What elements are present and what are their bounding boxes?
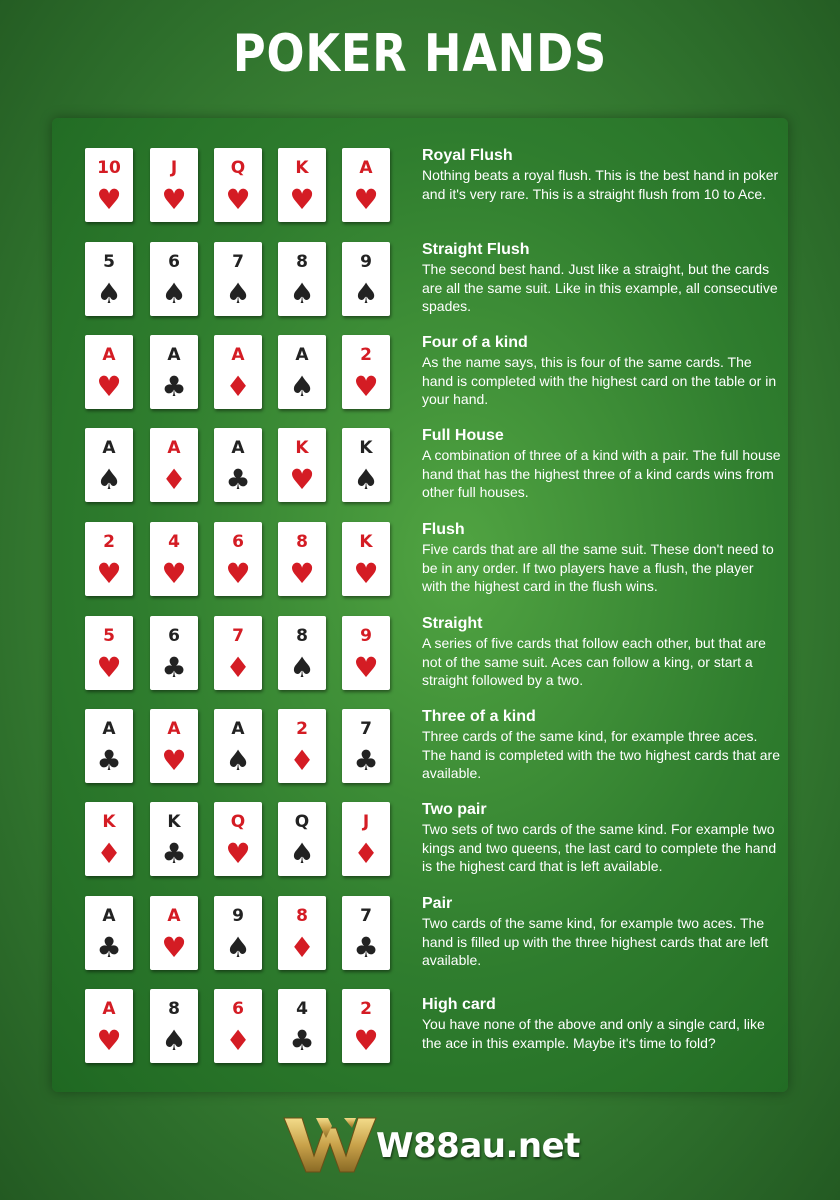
heart-icon: ♥: [353, 1024, 379, 1057]
card-rank: K: [359, 438, 373, 458]
hand-info: [422, 146, 782, 203]
club-icon: ♣: [96, 931, 122, 964]
spade-icon: ♠: [225, 931, 251, 964]
card-rank: 5: [103, 252, 115, 272]
hand-row: [52, 212, 788, 314]
card-rank: 4: [168, 532, 180, 552]
brand-logo[interactable]: [282, 1112, 592, 1178]
card-rank: J: [362, 812, 370, 832]
card-rank: A: [102, 999, 116, 1019]
playing-card: [214, 802, 262, 876]
club-icon: ♣: [161, 837, 187, 870]
hand-description: Nothing beats a royal flush. This is the best hand in poker and it's very rare. This is a straight flush from 10 to Ace.: [422, 167, 779, 202]
card-rank: A: [102, 906, 116, 926]
heart-icon: ♥: [353, 651, 379, 684]
card-rank: 2: [296, 719, 308, 739]
heart-icon: ♥: [353, 557, 379, 590]
hand-row: [52, 492, 788, 594]
playing-card: [150, 802, 198, 876]
heart-icon: ♥: [289, 557, 315, 590]
playing-card: [85, 989, 133, 1063]
card-rank: 6: [232, 532, 244, 552]
club-icon: ♣: [161, 651, 187, 684]
playing-card: [214, 148, 262, 222]
card-rank: A: [167, 345, 181, 365]
playing-card: [85, 428, 133, 502]
card-rank: A: [295, 345, 309, 365]
playing-card: [342, 802, 390, 876]
hand-name: Four of a kind: [422, 334, 528, 351]
hand-info: [422, 520, 782, 596]
hand-description: You have none of the above and only a single card, like the ace in this example. Maybe it's time to fold?: [422, 1016, 765, 1051]
playing-card: [214, 522, 262, 596]
heart-icon: ♥: [225, 183, 251, 216]
hand-name: Flush: [422, 521, 465, 538]
hand-name: Three of a kind: [422, 708, 536, 725]
heart-icon: ♥: [289, 463, 315, 496]
card-rank: K: [295, 438, 309, 458]
hand-row: [52, 118, 788, 216]
spade-icon: ♠: [289, 370, 315, 403]
card-rank: 9: [360, 252, 372, 272]
card-rank: A: [359, 158, 373, 178]
hand-description: As the name says, this is four of the same cards. The hand is completed with the highest card on the table or in your hand.: [422, 354, 777, 407]
card-rank: Q: [294, 812, 310, 832]
hand-name: Straight: [422, 615, 483, 632]
hand-description: The second best hand. Just like a straight, but the cards are all the same suit. Like in this example, all consecutive spades.: [422, 261, 778, 314]
spade-icon: ♠: [289, 651, 315, 684]
card-rank: 8: [296, 252, 308, 272]
heart-icon: ♥: [225, 837, 251, 870]
playing-card: [85, 148, 133, 222]
card-rank: 8: [296, 626, 308, 646]
hand-row: [52, 398, 788, 500]
diamond-icon: ♦: [289, 931, 315, 964]
heart-icon: ♥: [289, 183, 315, 216]
heart-icon: ♥: [161, 931, 187, 964]
playing-card: [85, 802, 133, 876]
card-rank: A: [102, 719, 116, 739]
card-rank: Q: [230, 158, 246, 178]
heart-icon: ♥: [96, 557, 122, 590]
hand-row: [52, 772, 788, 874]
card-rank: A: [231, 438, 245, 458]
card-rank: 7: [360, 719, 372, 739]
hand-row: [52, 586, 788, 688]
club-icon: ♣: [96, 744, 122, 777]
spade-icon: ♠: [161, 1024, 187, 1057]
card-rank: A: [167, 438, 181, 458]
hand-name: Pair: [422, 895, 453, 912]
spade-icon: ♠: [161, 277, 187, 310]
playing-card: [85, 522, 133, 596]
card-rank: 2: [103, 532, 115, 552]
playing-card: [214, 428, 262, 502]
playing-card: [342, 989, 390, 1063]
card-rank: A: [102, 438, 116, 458]
card-rank: 8: [296, 532, 308, 552]
card-rank: A: [167, 719, 181, 739]
card-rank: A: [102, 345, 116, 365]
hand-name: Straight Flush: [422, 241, 530, 258]
spade-icon: ♠: [289, 277, 315, 310]
hand-info: [422, 426, 782, 502]
card-rank: 10: [97, 158, 121, 178]
hand-row: [52, 305, 788, 407]
heart-icon: ♥: [225, 557, 251, 590]
hand-name: Royal Flush: [422, 147, 513, 164]
playing-card: [278, 989, 326, 1063]
card-rank: 9: [360, 626, 372, 646]
playing-card: [342, 148, 390, 222]
playing-card: [150, 522, 198, 596]
spade-icon: ♠: [353, 463, 379, 496]
heart-icon: ♥: [96, 1024, 122, 1057]
card-rank: 5: [103, 626, 115, 646]
card-rank: A: [231, 719, 245, 739]
hand-description: Three cards of the same kind, for example three aces. The hand is completed with the two highest cards that are available.: [422, 728, 780, 781]
playing-card: [150, 148, 198, 222]
spade-icon: ♠: [225, 744, 251, 777]
logo-text: W88au.net: [376, 1126, 580, 1166]
diamond-icon: ♦: [289, 744, 315, 777]
playing-card: [342, 428, 390, 502]
playing-card: [278, 148, 326, 222]
hand-row: [52, 866, 788, 968]
playing-card: [150, 989, 198, 1063]
heart-icon: ♥: [96, 370, 122, 403]
spade-icon: ♠: [96, 277, 122, 310]
hand-description: A series of five cards that follow each other, but that are not of the same suit. Aces can follow a king, or start a straight followed by a two.: [422, 635, 766, 688]
hand-description: Two cards of the same kind, for example two aces. The hand is filled up with the three highest cards that are left available.: [422, 915, 769, 968]
diamond-icon: ♦: [225, 651, 251, 684]
heart-icon: ♥: [96, 651, 122, 684]
playing-card: [214, 989, 262, 1063]
playing-card: [342, 522, 390, 596]
w-logo-icon: [282, 1112, 386, 1178]
heart-icon: ♥: [161, 183, 187, 216]
card-rank: 9: [232, 906, 244, 926]
card-rank: 7: [360, 906, 372, 926]
diamond-icon: ♦: [161, 463, 187, 496]
hand-info: [422, 995, 782, 1052]
card-rank: K: [102, 812, 116, 832]
playing-card: [278, 522, 326, 596]
spade-icon: ♠: [353, 277, 379, 310]
hands-board: [52, 118, 788, 1092]
card-rank: A: [167, 906, 181, 926]
card-rank: A: [231, 345, 245, 365]
hand-name: Two pair: [422, 801, 487, 818]
diamond-icon: ♦: [353, 837, 379, 870]
card-rank: 6: [168, 252, 180, 272]
spade-icon: ♠: [96, 463, 122, 496]
card-rank: 8: [296, 906, 308, 926]
card-rank: 6: [232, 999, 244, 1019]
card-rank: 7: [232, 626, 244, 646]
card-rank: 4: [296, 999, 308, 1019]
hand-row: [52, 679, 788, 781]
hand-name: Full House: [422, 427, 504, 444]
diamond-icon: ♦: [225, 370, 251, 403]
hand-row: [52, 959, 788, 1057]
club-icon: ♣: [161, 370, 187, 403]
card-rank: Q: [230, 812, 246, 832]
playing-card: [278, 428, 326, 502]
hand-name: High card: [422, 996, 496, 1013]
hand-description: A combination of three of a kind with a pair. The full house hand that has the highest three of a kind cards wins from other full houses.: [422, 447, 781, 500]
spade-icon: ♠: [289, 837, 315, 870]
club-icon: ♣: [289, 1024, 315, 1057]
card-rank: K: [295, 158, 309, 178]
hand-description: Two sets of two cards of the same kind. For example two kings and two queens, the last card to complete the hand is the highest card that is left available.: [422, 821, 777, 874]
heart-icon: ♥: [161, 744, 187, 777]
club-icon: ♣: [353, 744, 379, 777]
playing-card: [150, 428, 198, 502]
card-rank: 2: [360, 999, 372, 1019]
hand-info: [422, 800, 782, 876]
card-rank: 2: [360, 345, 372, 365]
card-rank: 6: [168, 626, 180, 646]
hand-description: Five cards that are all the same suit. These don't need to be in any order. If two players have a flush, the player with the highest card in the flush wins.: [422, 541, 774, 594]
heart-icon: ♥: [161, 557, 187, 590]
card-rank: 8: [168, 999, 180, 1019]
card-rank: J: [170, 158, 178, 178]
heart-icon: ♥: [353, 370, 379, 403]
diamond-icon: ♦: [96, 837, 122, 870]
club-icon: ♣: [353, 931, 379, 964]
heart-icon: ♥: [96, 183, 122, 216]
card-rank: K: [167, 812, 181, 832]
card-rank: K: [359, 532, 373, 552]
card-rank: 7: [232, 252, 244, 272]
playing-card: [278, 802, 326, 876]
page-title: POKER HANDS: [232, 24, 608, 84]
club-icon: ♣: [225, 463, 251, 496]
diamond-icon: ♦: [225, 1024, 251, 1057]
spade-icon: ♠: [225, 277, 251, 310]
heart-icon: ♥: [353, 183, 379, 216]
